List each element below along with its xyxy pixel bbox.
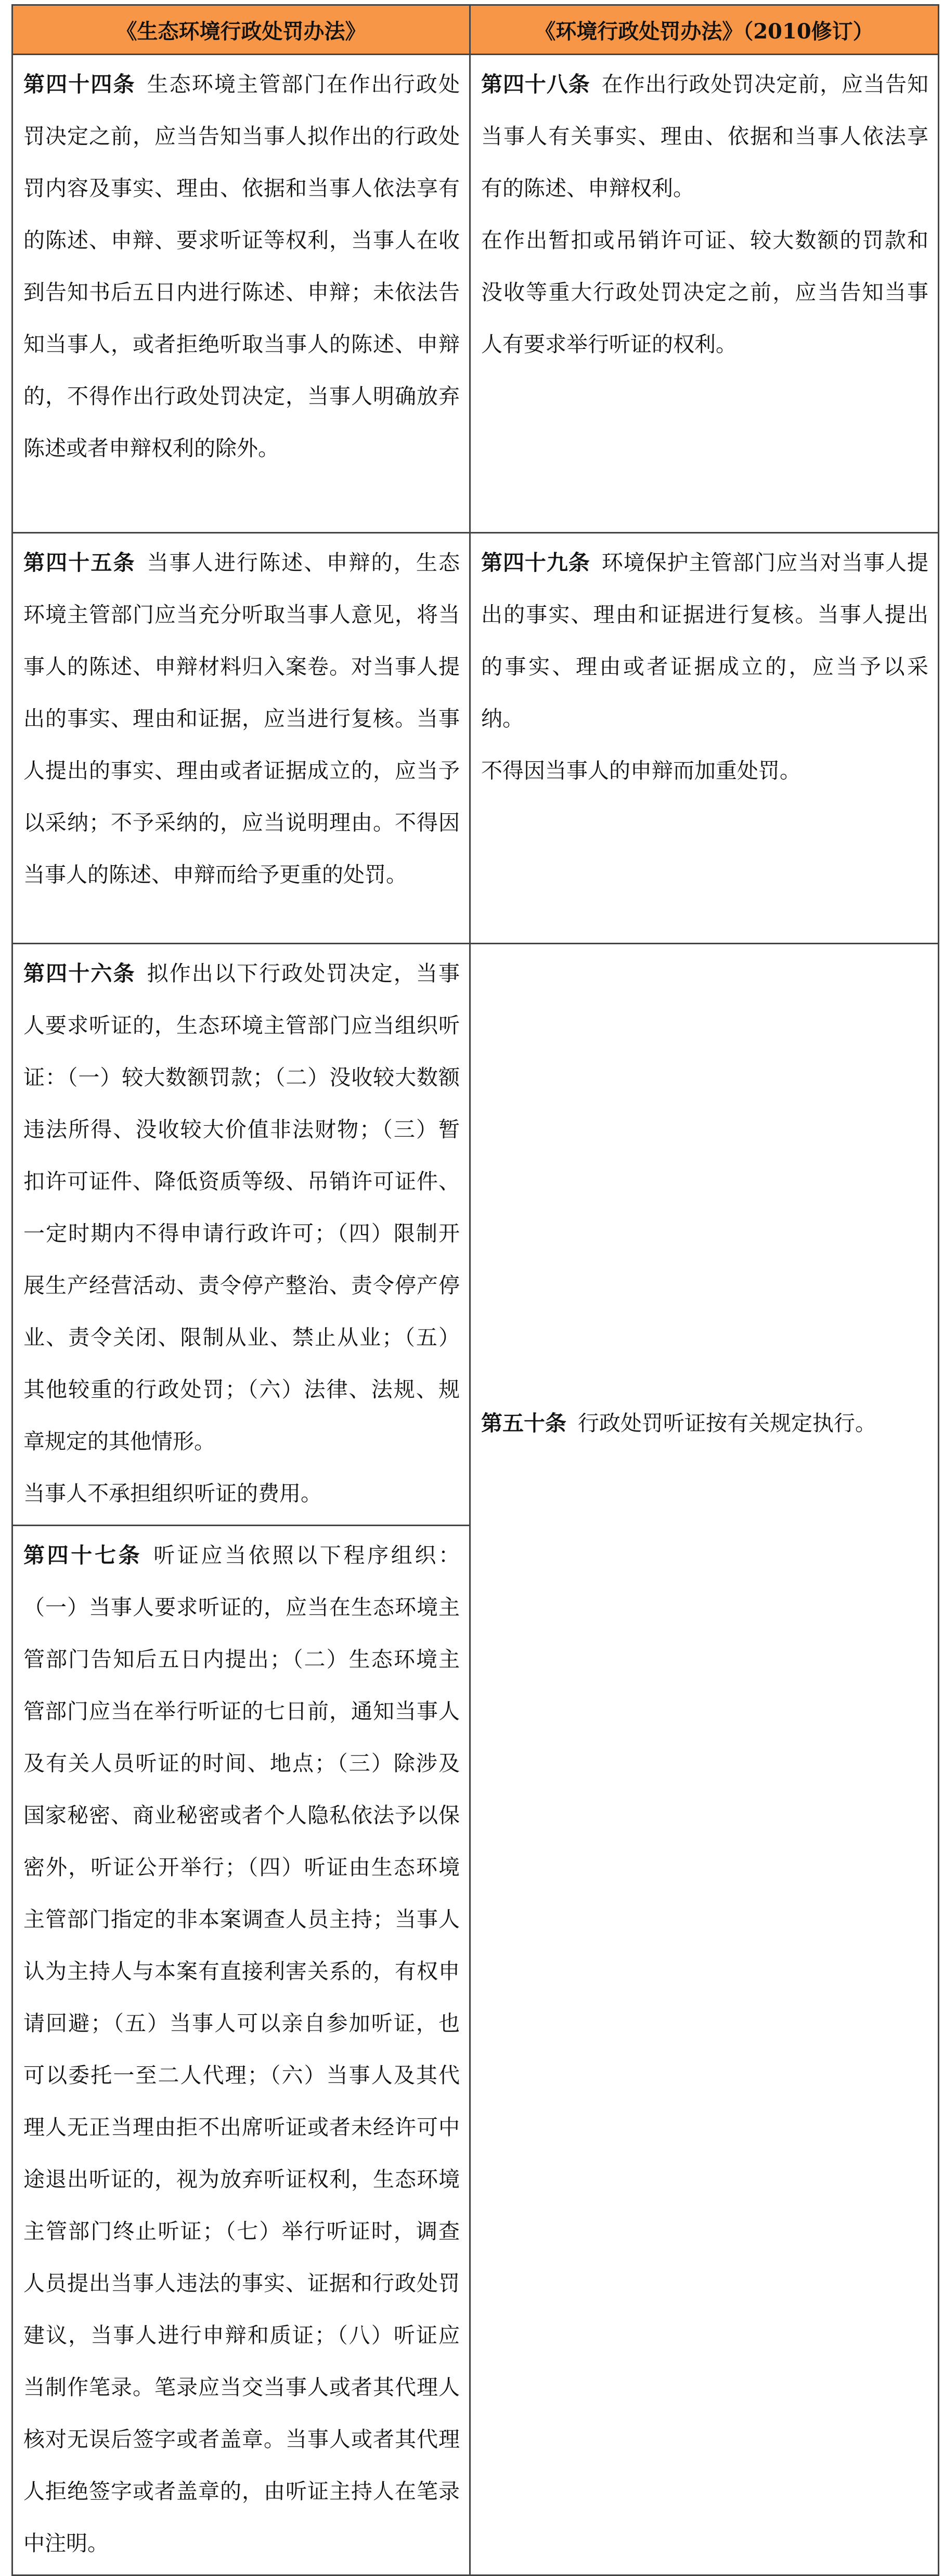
article-text: 在作出行政处罚决定前，应当告知当事人有关事实、理由、依据和当事人依法享有的陈述、申辩权利。 (481, 72, 929, 201)
article-number: 第四十五条 (23, 550, 136, 575)
header-right: 《环境行政处罚办法》（2010修订） (470, 5, 939, 55)
paragraph (481, 58, 928, 214)
header-row (12, 5, 939, 55)
cell-article-44 (12, 55, 470, 533)
article-text: 生态环境主管部门在作出行政处罚决定之前，应当告知当事人拟作出的行政处罚内容及事实、理由、依据和当事人依法享有的陈述、申辩、要求听证等权利，当事人在收到告知书后五日内进行陈述、申辩；未依法告知当事人，或者拒绝听取当事人的陈述、申辩的，不得作出行政处罚决定，当事人明确放弃陈述或者申辩权利的除外。 (23, 72, 460, 461)
paragraph (23, 58, 460, 474)
paragraph (481, 537, 928, 745)
article-number: 第四十八条 (481, 72, 590, 97)
cell-article-48 (470, 55, 939, 533)
paragraph: 不得因当事人的申辩而加重处罚。 (481, 758, 801, 783)
article-text: 环境保护主管部门应当对当事人提出的事实、理由和证据进行复核。当事人提出的事实、理由或者证据成立的，应当予以采纳。 (481, 550, 929, 731)
cell-article-46 (12, 944, 470, 1526)
article-text: 当事人进行陈述、申辩的，生态环境主管部门应当充分听取当事人意见，将当事人的陈述、申辩材料归入案卷。对当事人提出的事实、理由和证据，应当进行复核。当事人提出的事实、理由或者证据成立的，应当予以采纳；不予采纳的，应当说明理由。不得因当事人的陈述、申辩而给予更重的处罚。 (23, 550, 460, 887)
article-number: 第四十四条 (23, 72, 136, 97)
table-row (12, 55, 939, 533)
paragraph (23, 947, 460, 1467)
comparison-table (11, 4, 939, 2576)
paragraph: 当事人不承担组织听证的费用。 (23, 1481, 322, 1506)
paragraph: 在作出暂扣或吊销许可证、较大数额的罚款和没收等重大行政处罚决定之前，应当告知当事人有要求举行听证的权利。 (481, 228, 928, 357)
article-text: 行政处罚听证按有关规定执行。 (578, 1410, 876, 1436)
header-left: 《生态环境行政处罚办法》 (12, 5, 470, 55)
article-text: 听证应当依照以下程序组织：（一）当事人要求听证的，应当在生态环境主管部门告知后五日内提出；（二）生态环境主管部门应当在举行听证的七日前，通知当事人及有关人员听证的时间、地点；（三）除涉及国家秘密、商业秘密或者个人隐私依法予以保密外，听证公开举行；（四）听证由生态环境主管部门指定的非本案调查人员主持；当事人认为主持人与本案有直接利害关系的，有权申请回避；（五）当事人可以亲自参加听证，也可以委托一至二人代理；（六）当事人及其代理人无正当理由拒不出席听证或者未经许可中途退出听证的，视为放弃听证权利，生态环境主管部门终止听证；（七）举行听证时，调查人员提出当事人违法的事实、证据和行政处罚建议，当事人进行申辩和质证；（八）听证应当制作笔录。笔录应当交当事人或者其代理人核对无误后签字或者盖章。当事人或者其代理人拒绝签字或者盖章的，由听证主持人在笔录中注明。 (23, 1543, 460, 2556)
paragraph (23, 1529, 460, 2569)
cell-article-47 (12, 1526, 470, 2575)
paragraph (481, 1397, 928, 1449)
article-number: 第四十七条 (23, 1543, 143, 1568)
table-row (12, 533, 939, 944)
article-text: 拟作出以下行政处罚决定，当事人要求听证的，生态环境主管部门应当组织听证：（一）较大数额罚款；（二）没收较大数额违法所得、没收较大价值非法财物；（三）暂扣许可证件、降低资质等级、吊销许可证件、一定时期内不得申请行政许可；（四）限制开展生产经营活动、责令停产整治、责令停产停业、责令关闭、限制从业、禁止从业；（五）其他较重的行政处罚；（六）法律、法规、规章规定的其他情形。 (23, 961, 460, 1454)
table-row (12, 944, 939, 1526)
article-number: 第五十条 (481, 1410, 566, 1436)
article-number: 第四十六条 (23, 961, 136, 986)
cell-article-45 (12, 533, 470, 944)
cell-article-50 (470, 944, 939, 2575)
paragraph (23, 537, 460, 901)
cell-article-49 (470, 533, 939, 944)
article-number: 第四十九条 (481, 550, 590, 575)
